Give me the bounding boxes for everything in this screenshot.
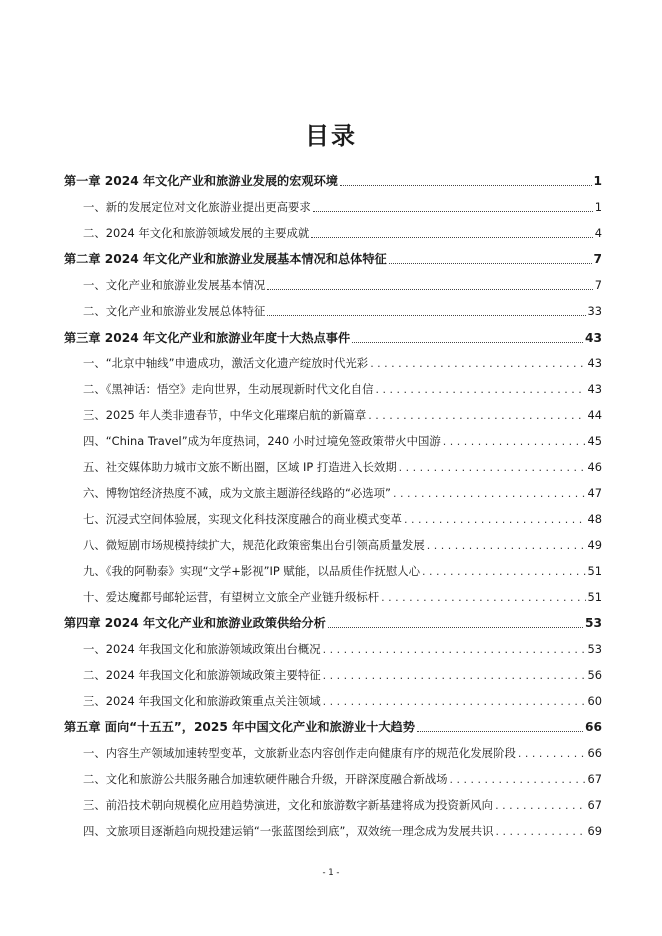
- toc-chapter-3[interactable]: [64, 329, 602, 346]
- toc-section[interactable]: [83, 537, 602, 553]
- toc-section[interactable]: [83, 485, 602, 501]
- leader-dots: [427, 539, 586, 552]
- toc-page: 69: [587, 824, 602, 838]
- toc-page: 7: [593, 252, 602, 266]
- leader-dots: [417, 730, 583, 732]
- leader-dots: [323, 643, 586, 656]
- toc-label: 一、“北京中轴线”申遗成功，激活文化遗产绽放时代光彩: [83, 356, 369, 370]
- toc-page: 1: [593, 174, 602, 188]
- toc-section[interactable]: [83, 797, 602, 813]
- leader-dots: [381, 591, 585, 604]
- leader-dots: [518, 747, 586, 760]
- toc-section[interactable]: [83, 589, 602, 605]
- toc-page: 46: [587, 460, 602, 474]
- leader-dots: [443, 435, 586, 448]
- toc-section[interactable]: [83, 511, 602, 527]
- toc-page: 60: [587, 694, 602, 708]
- page-number: - 1 -: [322, 868, 340, 878]
- leader-dots: [375, 383, 585, 396]
- toc-section[interactable]: [83, 563, 602, 579]
- toc-page: 51: [587, 564, 602, 578]
- toc-page: 66: [585, 720, 602, 734]
- leader-dots: [393, 487, 586, 500]
- toc-label: 第四章 2024 年文化产业和旅游业政策供给分析: [64, 616, 326, 630]
- toc-section[interactable]: [83, 641, 602, 657]
- toc-chapter-2[interactable]: [64, 250, 602, 267]
- leader-dots: [495, 799, 585, 812]
- leader-dots: [422, 565, 585, 578]
- toc-chapter-4[interactable]: [64, 614, 602, 631]
- toc-label: 第五章 面向“十五五”，2025 年中国文化产业和旅游业十大趋势: [64, 720, 415, 734]
- leader-dots: [328, 626, 583, 628]
- toc-page: 4: [594, 226, 602, 240]
- toc-page: 43: [587, 356, 602, 370]
- toc-section[interactable]: [83, 303, 602, 319]
- toc-section[interactable]: [83, 459, 602, 475]
- toc-section[interactable]: [83, 277, 602, 293]
- toc-label: 二、文化产业和旅游业发展总体特征: [83, 304, 266, 318]
- toc-section[interactable]: [83, 407, 602, 423]
- toc-label: 五、社交媒体助力城市文旅不断出圈，区域 IP 打造进入长效期: [83, 460, 397, 474]
- toc-label: 七、沉浸式空间体验展，实现文化科技深度融合的商业模式变革: [83, 512, 402, 526]
- toc-page: 56: [587, 668, 602, 682]
- leader-dots: [450, 773, 586, 786]
- toc-page: 66: [587, 746, 602, 760]
- toc-page: 1: [594, 200, 602, 214]
- toc-page: 7: [594, 278, 602, 292]
- toc-section[interactable]: [83, 745, 602, 761]
- toc-label: 一、内容生产领域加速转型变革，文旅新业态内容创作走向健康有序的规范化发展阶段: [83, 746, 516, 760]
- toc-page: 53: [585, 616, 602, 630]
- toc-label: 九、《我的阿勒泰》实现“文学+影视”IP 赋能，以品质佳作抚慰人心: [83, 564, 421, 578]
- toc-page: 43: [585, 331, 602, 345]
- toc-section[interactable]: [83, 433, 602, 449]
- toc-label: 一、文化产业和旅游业发展基本情况: [83, 278, 266, 292]
- toc-section[interactable]: [83, 693, 602, 709]
- toc-page: 43: [587, 382, 602, 396]
- toc-section[interactable]: [83, 199, 602, 215]
- leader-dots: [352, 341, 583, 343]
- toc-label: 二、文化和旅游公共服务融合加速软硬件融合升级，开辟深度融合新战场: [83, 772, 448, 786]
- toc-chapter-1[interactable]: [64, 172, 602, 189]
- toc-page: 44: [587, 408, 602, 422]
- toc-page: 33: [587, 304, 602, 318]
- toc-chapter-5[interactable]: [64, 718, 602, 735]
- leader-dots: [323, 695, 586, 708]
- toc-page: 47: [587, 486, 602, 500]
- toc-label: 六、博物馆经济热度不减，成为文旅主题游径线路的“必选项”: [83, 486, 391, 500]
- leader-dots: [389, 262, 592, 264]
- toc-section[interactable]: [83, 667, 602, 683]
- toc-label: 八、微短剧市场规模持续扩大，规范化政策密集出台引领高质量发展: [83, 538, 425, 552]
- toc-page: 67: [587, 772, 602, 786]
- toc-label: 二、《黑神话：悟空》走向世界，生动展现新时代文化自信: [83, 382, 374, 396]
- leader-dots: [399, 461, 586, 474]
- leader-dots: [368, 409, 585, 422]
- leader-dots: [404, 513, 586, 526]
- page-title: 目录: [305, 122, 357, 150]
- toc-label: 十、爱达魔都号邮轮运营，有望树立文旅全产业链升级标杆: [83, 590, 380, 604]
- toc-section[interactable]: [83, 355, 602, 371]
- leader-dots: [323, 669, 586, 682]
- toc-label: 一、2024 年我国文化和旅游领域政策出台概况: [83, 642, 321, 656]
- toc-label: 第三章 2024 年文化产业和旅游业年度十大热点事件: [64, 331, 351, 345]
- toc-label: 第二章 2024 年文化产业和旅游业发展基本情况和总体特征: [64, 252, 387, 266]
- leader-dots: [311, 236, 592, 238]
- leader-dots: [267, 288, 592, 290]
- toc-section[interactable]: [83, 823, 602, 839]
- leader-dots: [267, 314, 585, 316]
- toc-page: 48: [587, 512, 602, 526]
- toc-label: 第一章 2024 年文化产业和旅游业发展的宏观环境: [64, 174, 338, 188]
- toc-page: 49: [587, 538, 602, 552]
- leader-dots: [313, 210, 593, 212]
- toc-page: 45: [587, 434, 602, 448]
- toc-label: 四、“China Travel”成为年度热词，240 小时过境免签政策带火中国游: [83, 434, 441, 448]
- toc-page: 67: [587, 798, 602, 812]
- toc-label: 二、2024 年我国文化和旅游领域政策主要特征: [83, 668, 321, 682]
- leader-dots: [370, 357, 585, 370]
- toc-page: 53: [587, 642, 602, 656]
- toc-label: 三、2024 年我国文化和旅游政策重点关注领域: [83, 694, 321, 708]
- toc-section[interactable]: [83, 771, 602, 787]
- toc-label: 一、新的发展定位对文化旅游业提出更高要求: [83, 200, 311, 214]
- toc-page: 51: [587, 590, 602, 604]
- toc-label: 三、2025 年人类非遗春节，中华文化璀璨启航的新篇章: [83, 408, 367, 422]
- leader-dots: [340, 184, 592, 186]
- toc-label: 四、文旅项目逐渐趋向规投建运销“一张蓝图绘到底”，双效统一理念成为发展共识: [83, 824, 494, 838]
- leader-dots: [495, 825, 585, 838]
- toc-label: 二、2024 年文化和旅游领域发展的主要成就: [83, 226, 310, 240]
- toc-section[interactable]: [83, 381, 602, 397]
- toc-section[interactable]: [83, 225, 602, 241]
- toc-label: 三、前沿技术朝向规模化应用趋势演进，文化和旅游数字新基建将成为投资新风向: [83, 798, 494, 812]
